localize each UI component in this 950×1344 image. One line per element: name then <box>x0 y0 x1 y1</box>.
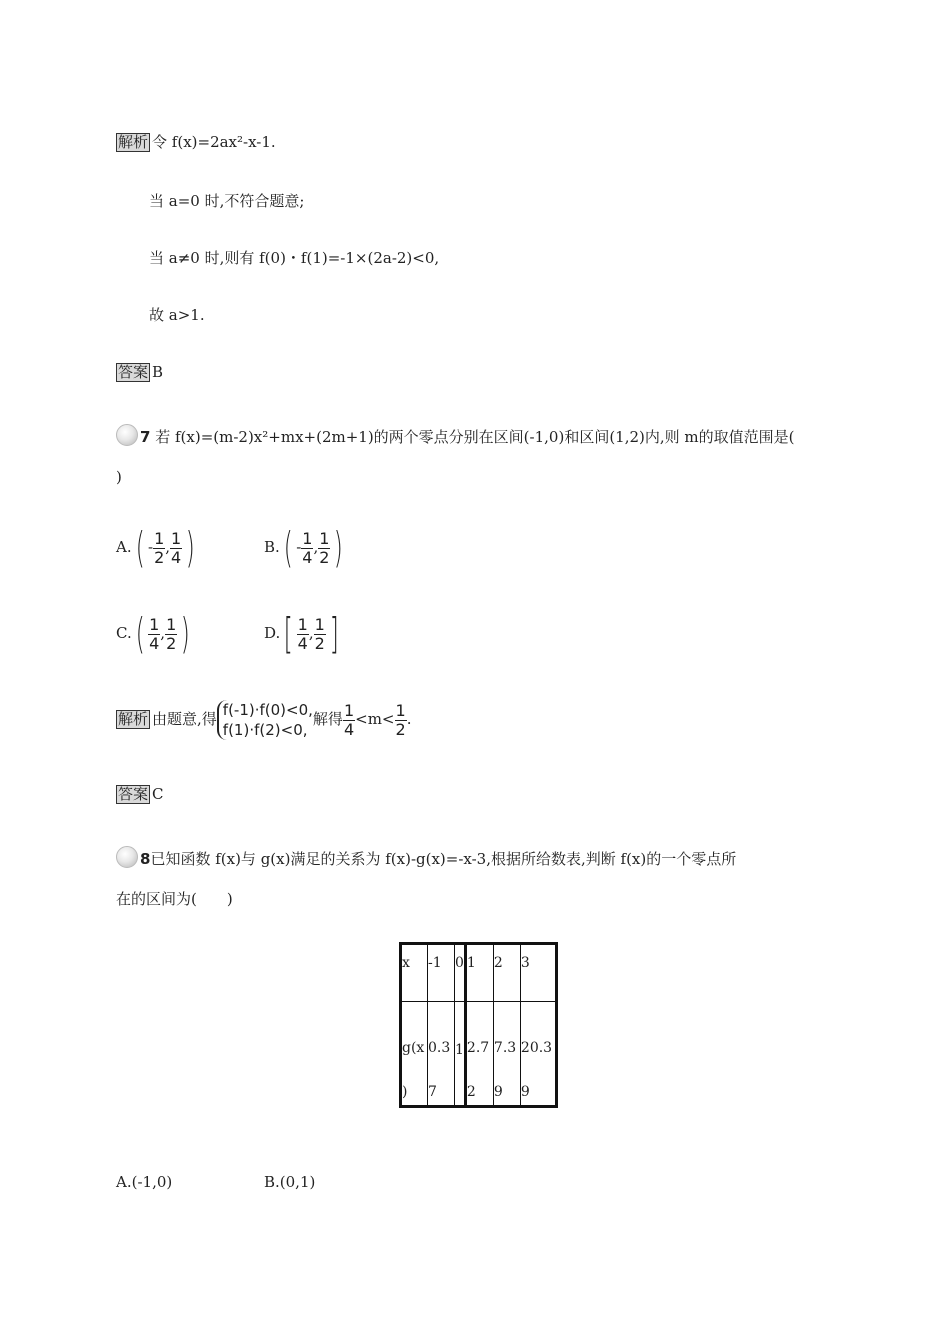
question-bullet-icon <box>116 424 138 446</box>
denominator: 2 <box>395 719 406 739</box>
fraction <box>153 530 165 567</box>
numerator: 1 <box>171 528 182 548</box>
comma: , <box>160 624 166 642</box>
table-cell <box>520 1002 556 1107</box>
denominator: 4 <box>171 547 182 567</box>
cell-line: 9 <box>493 1084 503 1100</box>
denominator: 2 <box>166 633 177 653</box>
cell-line: 0.3 <box>428 1040 451 1056</box>
denominator: 4 <box>149 633 160 653</box>
right-bracket: ) <box>180 609 190 658</box>
fraction <box>170 530 182 567</box>
cell-line: 2 <box>466 1084 476 1100</box>
numerator: 1 <box>302 528 313 548</box>
right-bracket: ] <box>329 609 339 658</box>
option-label: C. <box>116 624 132 642</box>
solution-7 <box>116 697 411 741</box>
question-8-stem-2: 在的区间为( ) <box>116 890 233 908</box>
option-7-c[interactable] <box>116 609 194 657</box>
solution-7-mid: 解得 <box>312 710 343 728</box>
fraction <box>301 530 313 567</box>
cell-line: 9 <box>520 1084 530 1100</box>
inequality-system <box>217 700 313 740</box>
numerator: 1 <box>319 528 330 548</box>
table-cell <box>493 1002 520 1107</box>
question-7-stem-end: ) <box>116 468 122 486</box>
question-8-stem-1: 已知函数 f(x)与 g(x)满足的关系为 f(x)-g(x)=-x-3,根据所给数表,判断 f(x)的一个零点所 <box>150 850 737 868</box>
denominator: 4 <box>302 547 313 567</box>
fraction <box>148 616 160 653</box>
answer-6-value: B <box>152 363 164 381</box>
option-8-b[interactable]: B.(0,1) <box>264 1173 316 1191</box>
cell-line: 2.7 <box>466 1040 490 1056</box>
numerator: 1 <box>297 614 308 634</box>
data-table <box>399 942 558 1108</box>
answer-7-value: C <box>152 785 164 803</box>
answer-label: 答案 <box>118 785 149 803</box>
answer-7 <box>116 784 164 804</box>
option-7-d[interactable] <box>264 609 342 657</box>
cell-line: 20.3 <box>520 1040 553 1056</box>
condition-2: f(1)·f(2)<0, <box>222 721 308 739</box>
cell-line: 7.3 <box>493 1040 517 1056</box>
table-cell <box>428 1002 455 1107</box>
solution-6-line-1: 令 f(x)=2ax²-x-1. <box>152 133 276 151</box>
numerator: 1 <box>395 700 406 720</box>
table-cell: 1 <box>465 944 493 1002</box>
relation: <m< <box>355 710 395 728</box>
question-8 <box>116 846 736 869</box>
right-bracket: ) <box>185 523 195 572</box>
numerator: 1 <box>314 614 325 634</box>
table-cell: 0 <box>455 944 466 1002</box>
left-bracket: ( <box>135 609 145 658</box>
comma: , <box>165 538 171 556</box>
denominator: 2 <box>314 633 325 653</box>
left-bracket: [ <box>283 609 293 658</box>
table-row <box>401 944 557 1002</box>
table-cell: 3 <box>520 944 556 1002</box>
denominator: 4 <box>297 633 308 653</box>
table-cell: -1 <box>428 944 455 1002</box>
numerator: 1 <box>166 614 177 634</box>
solution-6-line-2: 当 a=0 时,不符合题意; <box>149 192 305 210</box>
condition-1: f(-1)·f(0)<0, <box>222 701 313 719</box>
fraction <box>297 616 309 653</box>
fraction <box>318 530 330 567</box>
cell-line: 1 <box>455 1042 464 1058</box>
left-bracket: ( <box>283 523 293 572</box>
denominator: 2 <box>154 547 165 567</box>
option-label: A. <box>116 538 132 556</box>
question-7 <box>116 424 795 447</box>
left-bracket: ( <box>135 523 145 572</box>
period: . <box>406 710 412 728</box>
cell-line: ) <box>402 1084 408 1100</box>
minus-sign: - <box>296 538 302 556</box>
option-label: B. <box>264 538 280 556</box>
fraction <box>343 702 355 739</box>
solution-6-line-4: 故 a>1. <box>149 306 205 324</box>
solution-7-lead: 由题意,得 <box>152 710 217 728</box>
question-bullet-icon <box>116 846 138 868</box>
denominator: 4 <box>343 719 355 739</box>
question-7-number: 7 <box>140 428 151 446</box>
option-7-a[interactable] <box>116 523 199 571</box>
cell-line: g(x <box>402 1040 425 1056</box>
numerator: 1 <box>154 528 165 548</box>
option-label: D. <box>264 624 281 642</box>
question-8-number: 8 <box>140 850 151 868</box>
answer-label: 答案 <box>118 363 149 381</box>
fraction <box>314 616 326 653</box>
question-7-stem: 若 f(x)=(m-2)x²+mx+(2m+1)的两个零点分别在区间(-1,0)和区间(1,2)内,则 m的取值范围是( <box>155 428 795 446</box>
option-7-b[interactable] <box>264 523 347 571</box>
analysis-label: 解析 <box>118 710 149 728</box>
numerator: 1 <box>149 614 160 634</box>
fraction <box>165 616 177 653</box>
table-cell <box>455 1002 466 1107</box>
comma: , <box>308 624 314 642</box>
fraction <box>395 702 407 739</box>
answer-6 <box>116 362 163 382</box>
table-cell: x <box>401 944 428 1002</box>
table-cell <box>465 1002 493 1107</box>
numerator: 1 <box>343 700 355 720</box>
option-8-a[interactable]: A.(-1,0) <box>116 1173 173 1191</box>
cell-line: 7 <box>428 1084 437 1100</box>
right-bracket: ) <box>334 523 344 572</box>
analysis-label: 解析 <box>118 133 149 151</box>
table-row <box>401 1002 557 1107</box>
comma: , <box>313 538 319 556</box>
denominator: 2 <box>319 547 330 567</box>
minus-sign: - <box>148 538 154 556</box>
table-cell: 2 <box>493 944 520 1002</box>
solution-6 <box>116 132 276 152</box>
solution-6-line-3: 当 a≠0 时,则有 f(0)・f(1)=-1×(2a-2)<0, <box>149 249 440 267</box>
table-cell <box>401 1002 428 1107</box>
